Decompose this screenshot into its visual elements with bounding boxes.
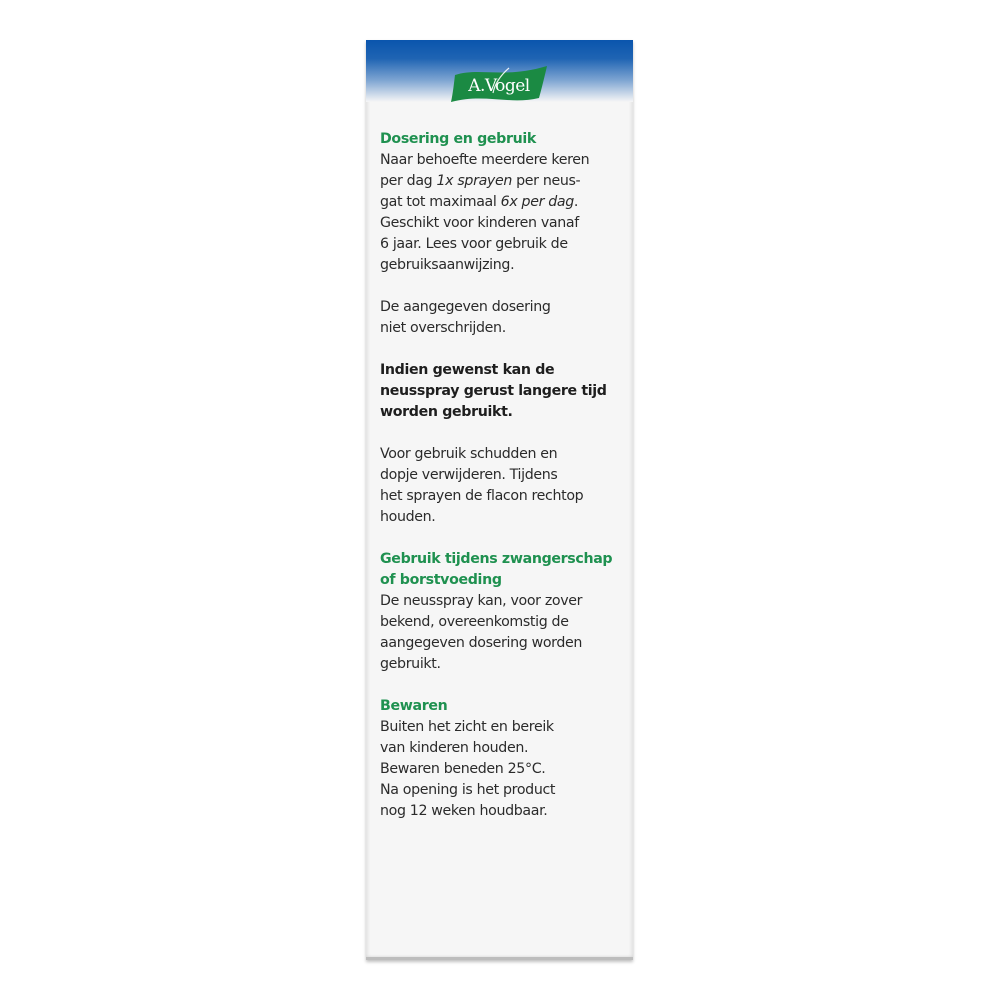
pregnancy-line-1: De neusspray kan, voor zover bbox=[380, 593, 583, 609]
dosering-text: . bbox=[573, 194, 579, 210]
brand-logo-text: A.Vogel bbox=[468, 75, 530, 96]
long-use-line-1: Indien gewenst kan de bbox=[380, 362, 555, 378]
pregnancy-line-2: bekend, overeenkomstig de bbox=[380, 614, 569, 630]
dosering-text: per neus- bbox=[511, 173, 581, 189]
dosering-emphasis: 1x sprayen bbox=[436, 173, 512, 189]
spacer bbox=[380, 276, 630, 297]
leaflet-content bbox=[380, 129, 630, 822]
warning-line-1: De aangegeven dosering bbox=[380, 299, 551, 315]
storage-line-2: van kinderen houden. bbox=[380, 740, 529, 756]
dosering-text: per dag bbox=[380, 173, 437, 189]
storage-line-4: Na opening is het product bbox=[380, 782, 556, 798]
warning-line-2: niet overschrijden. bbox=[380, 320, 506, 336]
brand-logo bbox=[449, 65, 549, 104]
long-use-line-2: neusspray gerust langere tijd bbox=[380, 383, 607, 399]
storage-line-3: Bewaren beneden 25°C. bbox=[380, 761, 546, 777]
dosering-line-3 bbox=[380, 192, 630, 213]
section-heading-pregnancy-2: of borstvoeding bbox=[380, 572, 502, 588]
usage-line-3: het sprayen de flacon rechtop bbox=[380, 488, 584, 504]
section-heading-storage: Bewaren bbox=[380, 698, 448, 714]
pregnancy-line-4: gebruikt. bbox=[380, 656, 441, 672]
long-use-line-3: worden gebruikt. bbox=[380, 404, 513, 420]
section-heading-dosering: Dosering en gebruik bbox=[380, 131, 536, 147]
storage-line-1: Buiten het zicht en bereik bbox=[380, 719, 554, 735]
dosering-line-2 bbox=[380, 171, 630, 192]
dosering-line-4: Geschikt voor kinderen vanaf bbox=[380, 215, 579, 231]
usage-line-4: houden. bbox=[380, 509, 436, 525]
pregnancy-line-3: aangegeven dosering worden bbox=[380, 635, 583, 651]
spacer bbox=[380, 339, 630, 360]
dosering-line-6: gebruiksaanwijzing. bbox=[380, 257, 515, 273]
spacer bbox=[380, 423, 630, 444]
spacer bbox=[380, 528, 630, 549]
section-heading-pregnancy-1: Gebruik tijdens zwangerschap bbox=[380, 551, 613, 567]
usage-line-1: Voor gebruik schudden en bbox=[380, 446, 558, 462]
dosering-emphasis: 6x per dag bbox=[500, 194, 574, 210]
dosering-text: gat tot maximaal bbox=[380, 194, 501, 210]
product-box-side-panel bbox=[366, 40, 633, 960]
dosering-line-1: Naar behoefte meerdere keren bbox=[380, 152, 590, 168]
spacer bbox=[380, 675, 630, 696]
storage-line-5: nog 12 weken houdbaar. bbox=[380, 803, 548, 819]
dosering-line-5: 6 jaar. Lees voor gebruik de bbox=[380, 236, 568, 252]
usage-line-2: dopje verwijderen. Tijdens bbox=[380, 467, 558, 483]
